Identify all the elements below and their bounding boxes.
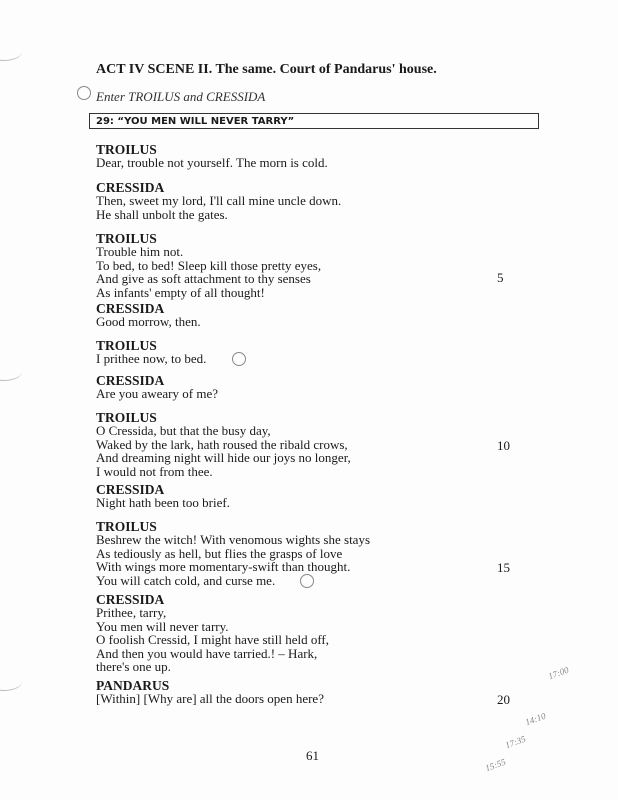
handwritten-note: 17:35 (503, 733, 528, 751)
speech (96, 593, 329, 673)
cue-circle-mark (300, 574, 314, 588)
speech (96, 411, 351, 478)
speech (96, 232, 321, 299)
song-title-box: 29: “YOU MEN WILL NEVER TARRY” (89, 113, 539, 129)
speaker-name: CRESSIDA (96, 592, 165, 607)
dialogue-line: And give as soft attachment to thy senses (96, 271, 311, 287)
dialogue-line: Night hath been too brief. (96, 495, 230, 511)
stage-direction: Enter TROILUS and CRESSIDA (96, 89, 266, 104)
dialogue-line: As tediously as hell, but flies the grasps of love (96, 545, 343, 561)
dialogue-line: O Cressida, but that the busy day, (96, 423, 271, 439)
speaker-name: PANDARUS (96, 678, 170, 693)
speaker-name: CRESSIDA (96, 482, 165, 497)
dialogue-line: Dear, trouble not yourself. The morn is cold. (96, 155, 328, 171)
speech (96, 374, 218, 401)
dialogue-line: And then you would have tarried.! – Hark, (96, 645, 318, 661)
speech (96, 143, 328, 170)
handwritten-note: 17:00 (546, 664, 571, 682)
dialogue-line: Then, sweet my lord, I'll call mine uncle down. (96, 193, 342, 209)
scene-heading: ACT IV SCENE II. The same. Court of Pandarus' house. (96, 62, 437, 77)
dialogue-line: Trouble him not. (96, 244, 184, 260)
line-number: 10 (497, 438, 510, 453)
speech (96, 302, 201, 329)
punch-hole (0, 362, 22, 381)
dialogue-line: Waked by the lark, hath roused the ribald crows, (96, 436, 348, 452)
page-number: 61 (306, 748, 319, 763)
punch-hole (0, 42, 22, 61)
dialogue-line: I prithee now, to bed. (96, 351, 207, 367)
speech (96, 520, 370, 587)
punch-hole (0, 672, 22, 691)
speaker-name: CRESSIDA (96, 180, 165, 195)
dialogue-line: Are you aweary of me? (96, 386, 218, 402)
speech (96, 679, 324, 706)
speaker-name: CRESSIDA (96, 373, 165, 388)
speaker-name: TROILUS (96, 519, 157, 534)
speaker-name: TROILUS (96, 142, 157, 157)
dialogue-line: He shall unbolt the gates. (96, 206, 228, 222)
speech (96, 483, 230, 510)
line-number: 5 (497, 270, 504, 285)
handwritten-note: 14:10 (523, 710, 548, 728)
speaker-name: CRESSIDA (96, 301, 165, 316)
dialogue-line: O foolish Cressid, I might have still held off, (96, 632, 330, 648)
dialogue-line: With wings more momentary-swift than thought. (96, 559, 351, 575)
dialogue-line: To bed, to bed! Sleep kill those pretty eyes, (96, 257, 322, 273)
cue-circle-mark (77, 86, 91, 100)
dialogue-line: You will catch cold, and curse me. (96, 572, 276, 588)
dialogue-line: And dreaming night will hide our joys no longer, (96, 450, 351, 466)
dialogue-line: I would not from thee. (96, 463, 213, 479)
speaker-name: TROILUS (96, 338, 157, 353)
line-number: 15 (497, 560, 510, 575)
line-number: 20 (497, 692, 510, 707)
dialogue-line: Prithee, tarry, (96, 605, 167, 621)
speech (96, 339, 206, 366)
dialogue-line: [Within] [Why are] all the doors open here? (96, 691, 324, 707)
speaker-name: TROILUS (96, 410, 157, 425)
dialogue-line: there's one up. (96, 659, 171, 675)
speaker-name: TROILUS (96, 231, 157, 246)
dialogue-line: Good morrow, then. (96, 314, 201, 330)
speech (96, 181, 341, 221)
cue-circle-mark (232, 352, 246, 366)
dialogue-line: As infants' empty of all thought! (96, 284, 265, 300)
handwritten-note: 15:55 (483, 756, 508, 774)
dialogue-line: Beshrew the witch! With venomous wights she stays (96, 532, 371, 548)
dialogue-line: You men will never tarry. (96, 618, 229, 634)
